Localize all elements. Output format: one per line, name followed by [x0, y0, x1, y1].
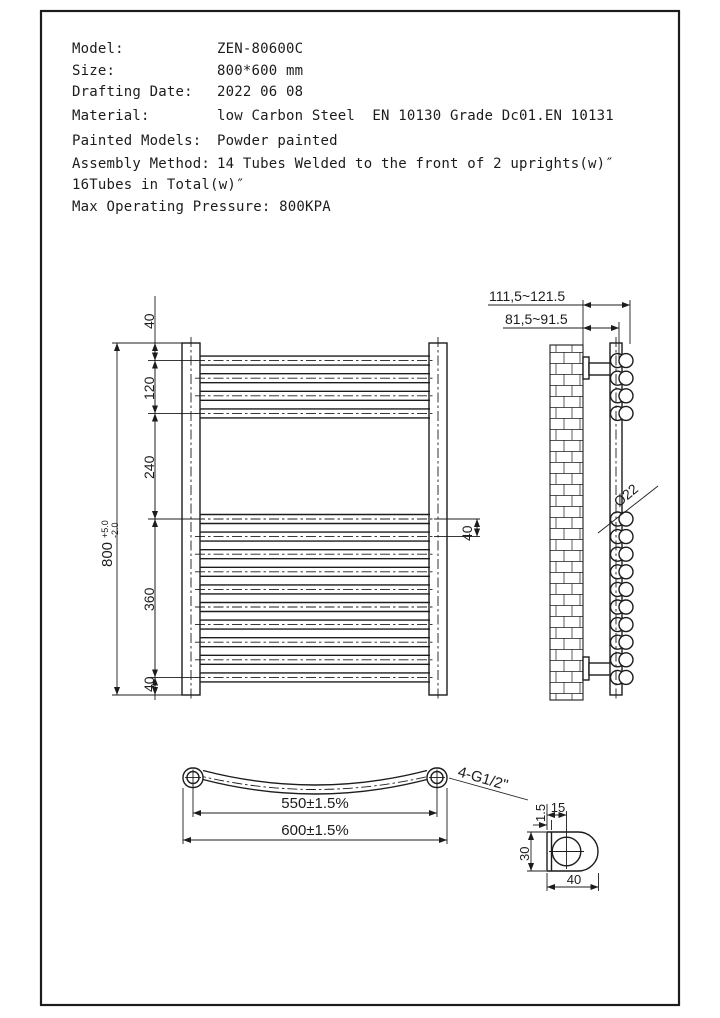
- spec-material-value: low Carbon Steel EN 10130 Grade Dc01.EN 10131: [217, 108, 614, 124]
- front-dim-upper-label: 120: [141, 376, 157, 400]
- front-dim-lower-label: 360: [141, 587, 157, 611]
- plan-thread-label: 4-G1/2": [455, 763, 510, 794]
- spec-painted-label: Painted Models:: [72, 133, 202, 149]
- plan-right-end-plate: [427, 768, 447, 788]
- detail-dim-height-label: 30: [517, 846, 532, 861]
- plan-dim-centers-label: 550±1.5%: [281, 795, 349, 812]
- spec-date-label: Drafting Date:: [72, 84, 193, 100]
- spec-block: [72, 41, 614, 215]
- front-dim-bottom-label: 40: [141, 676, 157, 692]
- spec-date-value: 2022 06 08: [217, 84, 304, 100]
- side-bottom-bracket: [583, 657, 612, 680]
- front-dim-middle-label: 240: [141, 455, 157, 479]
- front-view: [99, 296, 480, 701]
- front-dim-tolerance-minus: -2.0: [110, 522, 120, 538]
- plan-left-end-plate: [183, 768, 203, 788]
- front-dim-overall-label: 800: [99, 541, 116, 567]
- detail-dim-offset-label: 15: [550, 800, 566, 815]
- plan-dim-overall-label: 600±1.5%: [281, 822, 349, 839]
- front-tubes: [195, 356, 434, 682]
- spec-assembly-value: 14 Tubes Welded to the front of 2 uprights(w)″: [217, 156, 614, 172]
- spec-size-value: 800*600 mm: [217, 63, 304, 79]
- spec-material-label: Material:: [72, 108, 150, 124]
- spec-pressure-line: Max Operating Pressure: 800KPA: [72, 199, 331, 215]
- spec-assembly-continuation: 16Tubes in Total(w)″: [72, 177, 245, 193]
- front-dim-top-label: 40: [141, 313, 157, 329]
- side-top-bracket: [583, 357, 612, 379]
- detail-dim-width-label: 40: [566, 872, 582, 887]
- front-dim-pitch-label: 40: [459, 525, 475, 541]
- side-diameter-label: Ø22: [610, 480, 642, 510]
- plan-rail-back-edge: [203, 780, 427, 795]
- side-view: [488, 288, 658, 701]
- side-wall-bricks: [550, 345, 583, 700]
- front-dim-tolerance-plus: +5.0: [100, 520, 110, 538]
- spec-model-value: ZEN-80600C: [217, 41, 304, 57]
- spec-model-label: Model:: [72, 41, 124, 57]
- detail-dim-wall-label: 1.5: [533, 803, 548, 822]
- plan-view: [183, 764, 528, 844]
- side-dim-outer-label: 111,5~121.5: [489, 288, 566, 304]
- spec-painted-value: Powder painted: [217, 133, 338, 149]
- spec-assembly-label: Assembly Method:: [72, 156, 211, 172]
- detail-view: [517, 800, 599, 891]
- side-dim-inner-label: 81,5~91.5: [505, 311, 568, 327]
- spec-size-label: Size:: [72, 63, 116, 79]
